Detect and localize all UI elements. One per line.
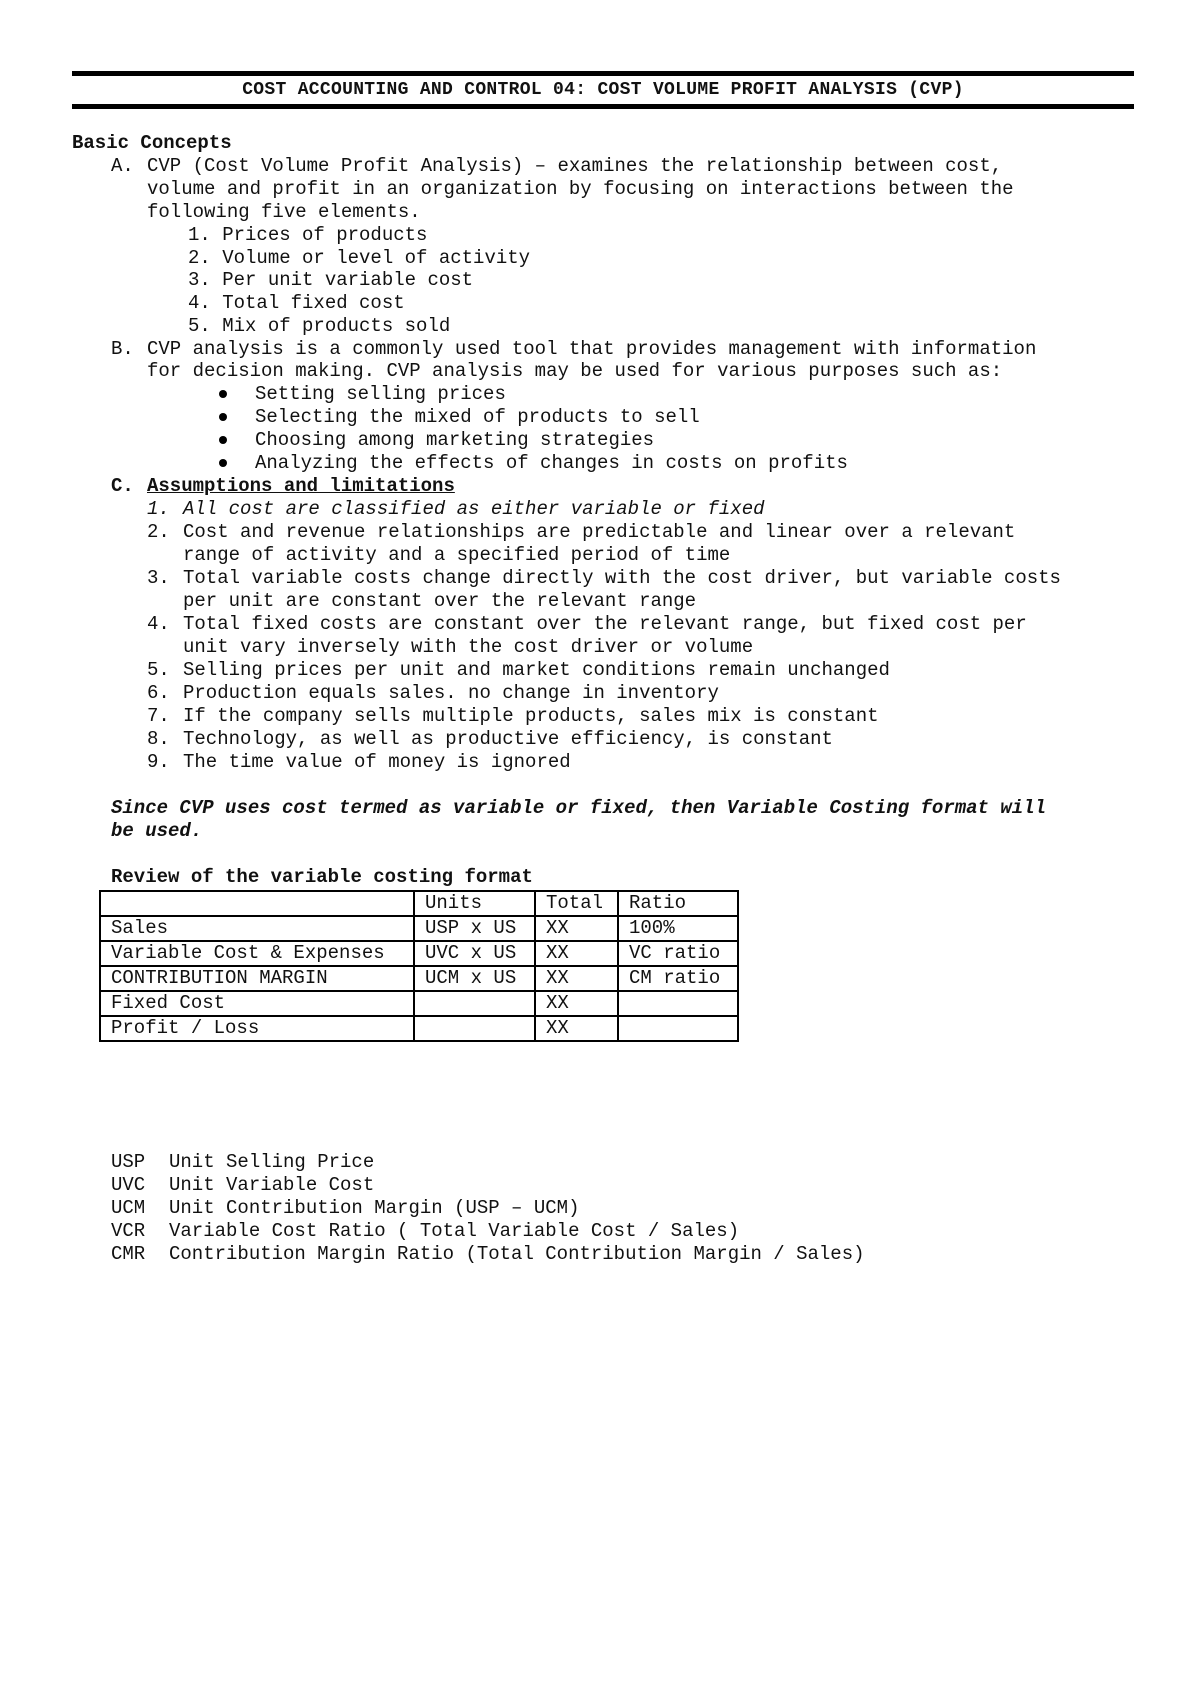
header-rule-bottom	[72, 104, 1134, 109]
table-cell: UVC x US	[414, 941, 535, 966]
purpose-bullet-item: Analyzing the effects of changes in costs on profits	[255, 452, 848, 474]
table-cell: 100%	[618, 916, 738, 941]
legend-definition: Contribution Margin Ratio (Total Contribution Margin / Sales)	[169, 1243, 865, 1265]
table-cell: XX	[535, 966, 618, 991]
item-a-marker: A.	[111, 155, 134, 177]
item-a-line: volume and profit in an organization by focusing on interactions between the	[147, 178, 1014, 200]
purpose-bullet-item: Selecting the mixed of products to sell	[255, 406, 700, 428]
table-row	[100, 1016, 738, 1041]
legend-definition: Unit Contribution Margin (USP – UCM)	[169, 1197, 580, 1219]
table-header-cell: Units	[414, 891, 535, 916]
item-b-marker: B.	[111, 338, 134, 360]
table-row	[100, 991, 738, 1016]
assumption-text: Cost and revenue relationships are predictable and linear over a relevant	[183, 521, 1016, 543]
assumption-text: per unit are constant over the relevant range	[183, 590, 697, 612]
item-a-line: following five elements.	[147, 201, 421, 223]
review-heading: Review of the variable costing format	[111, 866, 533, 888]
table-row	[100, 941, 738, 966]
assumption-number: 9.	[147, 751, 170, 773]
item-a-line: CVP (Cost Volume Profit Analysis) – examines the relationship between cost,	[147, 155, 1003, 177]
table-cell: Variable Cost & Expenses	[100, 941, 414, 966]
assumption-number: 1.	[147, 498, 170, 520]
table-cell: XX	[535, 916, 618, 941]
table-cell: UCM x US	[414, 966, 535, 991]
legend-definition: Variable Cost Ratio ( Total Variable Cost / Sales)	[169, 1220, 740, 1242]
table-cell: Fixed Cost	[100, 991, 414, 1016]
section-heading: Basic Concepts	[72, 132, 232, 154]
legend-definition: Unit Variable Cost	[169, 1174, 375, 1196]
table-cell: Sales	[100, 916, 414, 941]
item-b-line: CVP analysis is a commonly used tool that provides management with information	[147, 338, 1037, 360]
element-list-item: 3. Per unit variable cost	[188, 269, 474, 291]
header-rule-top	[72, 71, 1134, 76]
legend-abbreviation: CMR	[111, 1243, 146, 1265]
bullet-icon	[219, 436, 227, 444]
bullet-icon	[219, 390, 227, 398]
element-list-item: 2. Volume or level of activity	[188, 247, 531, 269]
table-cell: XX	[535, 1016, 618, 1041]
table-header-cell	[535, 891, 618, 916]
assumption-text: Selling prices per unit and market conditions remain unchanged	[183, 659, 890, 681]
table-header-row	[100, 891, 738, 916]
assumption-text: range of activity and a specified period of time	[183, 544, 731, 566]
table-cell: VC ratio	[618, 941, 738, 966]
table-cell	[414, 1016, 535, 1041]
element-list-item: 4. Total fixed cost	[188, 292, 405, 314]
table-row	[100, 966, 738, 991]
note-line: be used.	[111, 820, 203, 842]
assumption-number: 3.	[147, 567, 170, 589]
assumption-text: The time value of money is ignored	[183, 751, 571, 773]
table-header-cell	[100, 891, 414, 916]
item-b-line: for decision making. CVP analysis may be used for various purposes such as:	[147, 360, 1003, 382]
assumption-text: Total variable costs change directly with the cost driver, but variable costs	[183, 567, 1061, 589]
legend-abbreviation: VCR	[111, 1220, 146, 1242]
table-cell: CM ratio	[618, 966, 738, 991]
assumption-text: unit vary inversely with the cost driver or volume	[183, 636, 754, 658]
assumption-number: 4.	[147, 613, 170, 635]
assumptions-heading: Assumptions and limitations	[147, 475, 455, 497]
page-title: COST ACCOUNTING AND CONTROL 04: COST VOLUME PROFIT ANALYSIS (CVP)	[242, 80, 964, 100]
table-row	[100, 916, 738, 941]
item-c-marker: C.	[111, 475, 134, 497]
purpose-bullet-item: Setting selling prices	[255, 383, 506, 405]
legend-abbreviation: UCM	[111, 1197, 146, 1219]
assumption-text: Production equals sales. no change in inventory	[183, 682, 719, 704]
legend-abbreviation: USP	[111, 1151, 146, 1173]
legend-abbreviation: UVC	[111, 1174, 146, 1196]
table-cell	[414, 991, 535, 1016]
assumption-number: 6.	[147, 682, 170, 704]
assumption-text: All cost are classified as either variable or fixed	[183, 498, 765, 520]
element-list-item: 5. Mix of products sold	[188, 315, 451, 337]
assumption-number: 7.	[147, 705, 170, 727]
total-header-label: Total	[546, 892, 604, 914]
table-cell: USP x US	[414, 916, 535, 941]
bullet-icon	[219, 459, 227, 467]
table-header-cell: Ratio	[618, 891, 738, 916]
table-cell	[618, 991, 738, 1016]
table-cell: XX	[535, 941, 618, 966]
assumption-text: If the company sells multiple products, sales mix is constant	[183, 705, 879, 727]
assumption-number: 2.	[147, 521, 170, 543]
element-list-item: 1. Prices of products	[188, 224, 428, 246]
assumption-text: Total fixed costs are constant over the relevant range, but fixed cost per	[183, 613, 1027, 635]
note-line: Since CVP uses cost termed as variable or fixed, then Variable Costing format will	[111, 797, 1046, 819]
table-cell: Profit / Loss	[100, 1016, 414, 1041]
assumption-number: 5.	[147, 659, 170, 681]
variable-costing-table	[99, 890, 739, 1042]
purpose-bullet-item: Choosing among marketing strategies	[255, 429, 655, 451]
bullet-icon	[219, 413, 227, 421]
table-cell	[618, 1016, 738, 1041]
table-cell: CONTRIBUTION MARGIN	[100, 966, 414, 991]
assumption-number: 8.	[147, 728, 170, 750]
table-cell: XX	[535, 991, 618, 1016]
assumption-text: Technology, as well as productive efficiency, is constant	[183, 728, 833, 750]
legend-definition: Unit Selling Price	[169, 1151, 375, 1173]
